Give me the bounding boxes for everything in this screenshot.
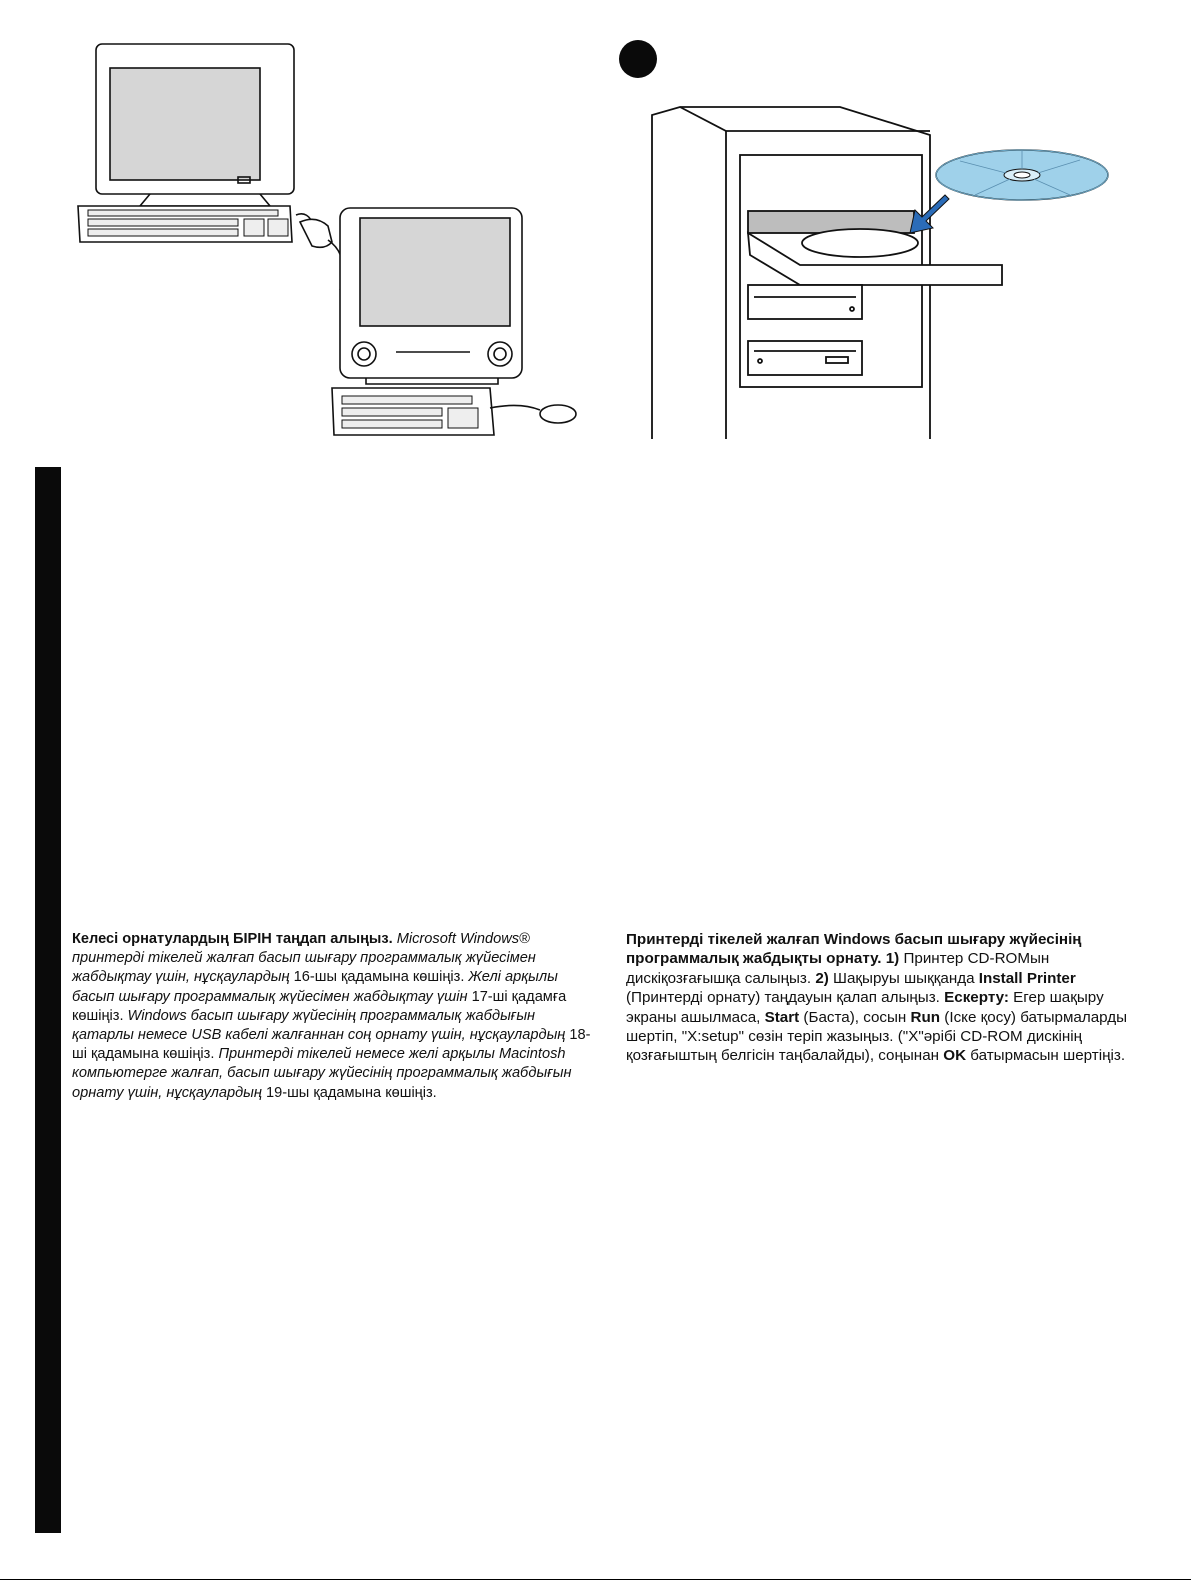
- cd-insert-illustration: [610, 35, 1140, 445]
- left-step-ref-16: 16-шы қадамына көшіңіз.: [293, 969, 465, 986]
- note-text-c: (Іске қосу) батырмаларды шертіп, "X:setup" сөзін теріп жазыңыз. ("X"әрібі CD-ROM дискінің қозғағыштың белгісін таңбалайды), соңынан: [626, 1008, 1128, 1065]
- note-text-a: Егер шақыру экраны ашылмаса,: [626, 989, 1104, 1026]
- note-text-b: (Баста), сосын: [799, 1008, 911, 1026]
- step-circle-icon: [619, 40, 657, 78]
- left-step-ref-17: 17-ші қадамға көшіңіз.: [72, 988, 567, 1024]
- left-instructions: [72, 930, 592, 1103]
- install-printer-label: Install Printer: [978, 969, 1076, 987]
- ok-label: OK: [943, 1047, 967, 1065]
- left-sentence-4: Принтерді тікелей немесе желі арқылы Macintosh компьютерге жалғап, басып шығару жүйесінің программалық жабдығын орнату үшін, нұсқаулардың: [72, 1046, 572, 1101]
- start-label: Start: [764, 1008, 800, 1026]
- step2-label: 2): [815, 969, 829, 987]
- side-thumb-bar: [35, 467, 61, 1533]
- computers-illustration: [70, 30, 590, 445]
- note-text-d: батырмасын шертіңіз.: [966, 1047, 1126, 1065]
- left-step-ref-19: 19-шы қадамына көшіңіз.: [266, 1084, 437, 1101]
- note-label: Ескерту:: [944, 989, 1009, 1007]
- left-sentence-2: Желі арқылы басып шығару программалық жүйесімен жабдықтау үшін: [72, 969, 558, 1005]
- left-heading: Келесі орнатулардың БІРІН таңдап алыңыз.: [72, 931, 393, 947]
- run-label: Run: [910, 1008, 941, 1026]
- left-sentence-1: Microsoft Windows® принтерді тікелей жалғап басып шығару программалық жүйесімен жабдықтау үшін, нұсқаулардың: [72, 931, 536, 986]
- step2-text-b: (Принтерді орнату) таңдауын қалап алыңыз.: [626, 989, 945, 1007]
- cd-disc-icon: [936, 150, 1108, 200]
- bottom-rule: [0, 1579, 1191, 1580]
- step1-label: 1): [881, 950, 900, 968]
- step2-text-a: Шақыруы шыққанда: [828, 969, 979, 987]
- right-instructions: [626, 930, 1146, 1066]
- step1-text: Принтер CD-ROMын дискіқозғағышқа салыңыз.: [626, 950, 1050, 987]
- left-sentence-3: Windows басып шығару жүйесінің программалық жабдығын қатарлы немесе USB кабелі жалғаннан соң орнату үшін, нұсқаулардың: [72, 1007, 570, 1044]
- right-heading: Принтерді тікелей жалғап Windows басып шығару жүйесінің программалық жабдықты орнату.: [626, 931, 1082, 968]
- left-step-ref-18: 18-ші қадамына көшіңіз.: [72, 1027, 591, 1063]
